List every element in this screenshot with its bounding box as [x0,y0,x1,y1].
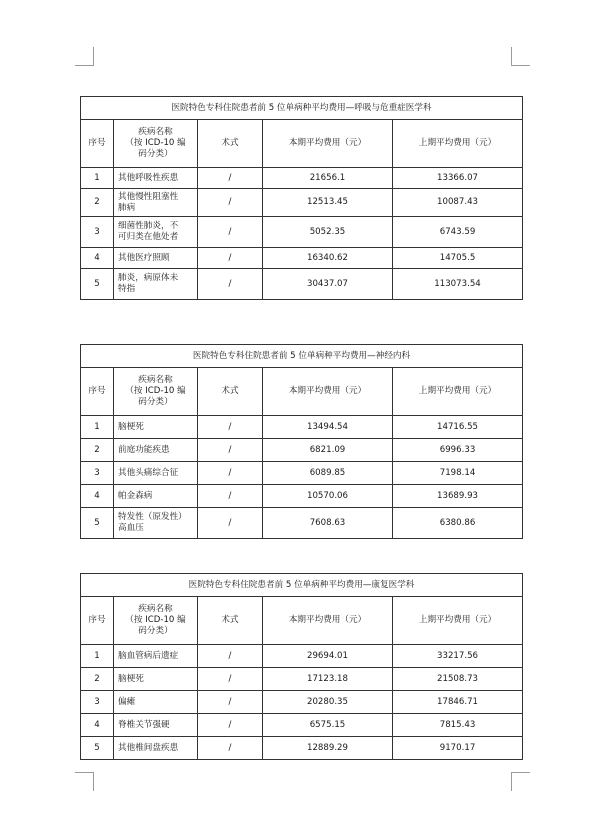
disease-name: 脑梗死 [114,416,198,439]
current-avg-cost: 20280.35 [263,691,393,714]
table-row [81,189,523,217]
header-no: 序号 [81,368,114,416]
surgery-cell: / [198,269,263,300]
table-row [81,714,523,737]
disease-name: 其他椎间盘疾患 [114,737,198,760]
row-number: 5 [81,508,114,539]
previous-avg-cost: 17846.71 [393,691,523,714]
header-row [81,597,523,645]
header-previous-avg-cost: 上期平均费用（元） [393,368,523,416]
fee-table-2 [80,344,523,539]
table-title: 医院特色专科住院患者前 5 位单病种平均费用—呼吸与危重症医学科 [81,97,523,120]
crop-mark-top-left [75,47,94,66]
header-row [81,368,523,416]
previous-avg-cost: 9170.17 [393,737,523,760]
surgery-cell: / [198,691,263,714]
header-row [81,120,523,168]
row-number: 1 [81,168,114,189]
previous-avg-cost: 6380.86 [393,508,523,539]
table-row [81,508,523,539]
table-row [81,248,523,269]
surgery-cell: / [198,439,263,462]
row-number: 3 [81,462,114,485]
current-avg-cost: 10570.06 [263,485,393,508]
header-current-avg-cost: 本期平均费用（元） [263,368,393,416]
surgery-cell: / [198,217,263,248]
header-current-avg-cost: 本期平均费用（元） [263,120,393,168]
previous-avg-cost: 7198.14 [393,462,523,485]
current-avg-cost: 29694.01 [263,645,393,668]
surgery-cell: / [198,645,263,668]
table-row [81,737,523,760]
current-avg-cost: 12513.45 [263,189,393,217]
disease-name: 其他慢性阻塞性 肺病 [114,189,198,217]
previous-avg-cost: 33217.56 [393,645,523,668]
row-number: 4 [81,714,114,737]
current-avg-cost: 5052.35 [263,217,393,248]
current-avg-cost: 16340.62 [263,248,393,269]
row-number: 3 [81,691,114,714]
table-row [81,691,523,714]
header-current-avg-cost: 本期平均费用（元） [263,597,393,645]
fee-table-3 [80,573,523,760]
current-avg-cost: 7608.63 [263,508,393,539]
header-previous-avg-cost: 上期平均费用（元） [393,120,523,168]
row-number: 5 [81,269,114,300]
current-avg-cost: 6821.09 [263,439,393,462]
header-previous-avg-cost: 上期平均费用（元） [393,597,523,645]
disease-name: 脑血管病后遗症 [114,645,198,668]
surgery-cell: / [198,462,263,485]
table-row [81,668,523,691]
row-number: 4 [81,248,114,269]
header-no: 序号 [81,597,114,645]
current-avg-cost: 30437.07 [263,269,393,300]
table-row [81,269,523,300]
header-disease-name: 疾病名称 （按 ICD-10 编 码分类） [114,120,198,168]
previous-avg-cost: 113073.54 [393,269,523,300]
previous-avg-cost: 13689.93 [393,485,523,508]
disease-name: 其他医疗照顾 [114,248,198,269]
disease-name: 前庭功能疾患 [114,439,198,462]
current-avg-cost: 21656.1 [263,168,393,189]
surgery-cell: / [198,668,263,691]
surgery-cell: / [198,248,263,269]
row-number: 2 [81,668,114,691]
previous-avg-cost: 10087.43 [393,189,523,217]
previous-avg-cost: 6743.59 [393,217,523,248]
row-number: 4 [81,485,114,508]
fee-table-1 [80,96,523,300]
surgery-cell: / [198,485,263,508]
row-number: 1 [81,416,114,439]
row-number: 5 [81,737,114,760]
current-avg-cost: 13494.54 [263,416,393,439]
header-surgery: 术式 [198,368,263,416]
surgery-cell: / [198,168,263,189]
disease-name: 细菌性肺炎，不 可归类在他处者 [114,217,198,248]
header-disease-name: 疾病名称 （按 ICD-10 编 码分类） [114,368,198,416]
row-number: 3 [81,217,114,248]
row-number: 1 [81,645,114,668]
table-row [81,485,523,508]
disease-name: 特发性（原发性） 高血压 [114,508,198,539]
table-row [81,439,523,462]
table-row [81,462,523,485]
disease-name: 帕金森病 [114,485,198,508]
header-disease-name: 疾病名称 （按 ICD-10 编 码分类） [114,597,198,645]
crop-mark-bottom-left [75,772,94,791]
surgery-cell: / [198,416,263,439]
disease-name: 肺炎，病原体未 特指 [114,269,198,300]
crop-mark-top-right [511,47,530,66]
table-title: 医院特色专科住院患者前 5 位单病种平均费用—神经内科 [81,345,523,368]
table-row [81,217,523,248]
table-title: 医院特色专科住院患者前 5 位单病种平均费用—康复医学科 [81,574,523,597]
row-number: 2 [81,439,114,462]
current-avg-cost: 6575.15 [263,714,393,737]
surgery-cell: / [198,189,263,217]
surgery-cell: / [198,508,263,539]
previous-avg-cost: 21508.73 [393,668,523,691]
disease-name: 脊椎关节强硬 [114,714,198,737]
disease-name: 偏瘫 [114,691,198,714]
table-row [81,416,523,439]
header-no: 序号 [81,120,114,168]
disease-name: 其他呼吸性疾患 [114,168,198,189]
previous-avg-cost: 7815.43 [393,714,523,737]
row-number: 2 [81,189,114,217]
current-avg-cost: 6089.85 [263,462,393,485]
previous-avg-cost: 6996.33 [393,439,523,462]
previous-avg-cost: 14705.5 [393,248,523,269]
disease-name: 脑梗死 [114,668,198,691]
header-surgery: 术式 [198,120,263,168]
previous-avg-cost: 13366.07 [393,168,523,189]
crop-mark-bottom-right [511,772,530,791]
disease-name: 其他头痛综合征 [114,462,198,485]
header-surgery: 术式 [198,597,263,645]
surgery-cell: / [198,714,263,737]
surgery-cell: / [198,737,263,760]
current-avg-cost: 12889.29 [263,737,393,760]
current-avg-cost: 17123.18 [263,668,393,691]
previous-avg-cost: 14716.55 [393,416,523,439]
table-row [81,645,523,668]
table-row [81,168,523,189]
